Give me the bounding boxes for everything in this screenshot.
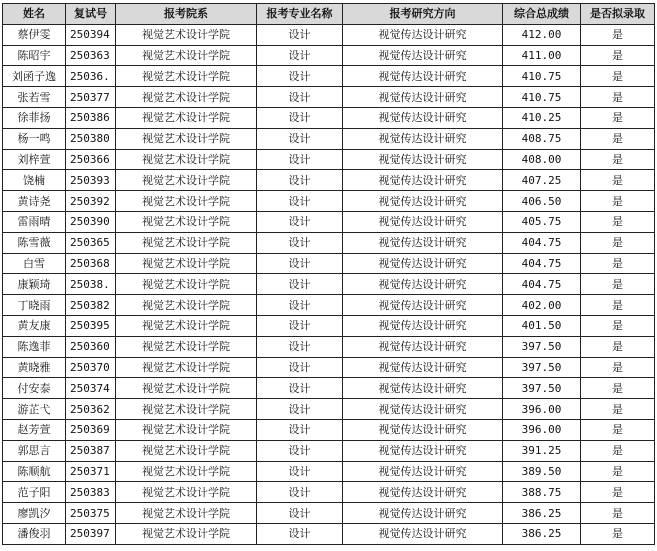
cell-department: 视觉艺术设计学院 [116,24,257,45]
cell-exam-id: 250382 [66,295,116,316]
cell-major: 设计 [257,419,343,440]
header-department: 报考院系 [116,4,257,25]
cell-name: 赵芳萱 [3,419,66,440]
cell-exam-id: 250390 [66,211,116,232]
cell-major: 设计 [257,399,343,420]
table-row [3,24,655,45]
cell-name: 丁晓雨 [3,295,66,316]
cell-exam-id: 250397 [66,523,116,544]
cell-exam-id: 250369 [66,419,116,440]
cell-department: 视觉艺术设计学院 [116,399,257,420]
cell-name: 康颖琦 [3,274,66,295]
cell-major: 设计 [257,461,343,482]
cell-total-score: 404.75 [503,274,581,295]
cell-name: 陈逸菲 [3,336,66,357]
table-row [3,253,655,274]
cell-name: 黄友康 [3,315,66,336]
cell-major: 设计 [257,107,343,128]
cell-name: 刘梓萱 [3,149,66,170]
cell-name: 徐菲扬 [3,107,66,128]
cell-major: 设计 [257,45,343,66]
cell-major: 设计 [257,170,343,191]
cell-department: 视觉艺术设计学院 [116,357,257,378]
cell-research-direction: 视觉传达设计研究 [343,482,503,503]
cell-department: 视觉艺术设计学院 [116,170,257,191]
cell-admitted: 是 [581,24,655,45]
cell-total-score: 402.00 [503,295,581,316]
cell-major: 设计 [257,191,343,212]
cell-total-score: 410.25 [503,107,581,128]
cell-name: 付安泰 [3,378,66,399]
cell-total-score: 396.00 [503,419,581,440]
table-row [3,523,655,544]
table-row [3,399,655,420]
cell-department: 视觉艺术设计学院 [116,191,257,212]
cell-admitted: 是 [581,399,655,420]
cell-major: 设计 [257,336,343,357]
cell-research-direction: 视觉传达设计研究 [343,440,503,461]
cell-total-score: 410.75 [503,87,581,108]
cell-name: 黄诗尧 [3,191,66,212]
cell-research-direction: 视觉传达设计研究 [343,336,503,357]
cell-major: 设计 [257,315,343,336]
cell-research-direction: 视觉传达设计研究 [343,191,503,212]
table-row [3,378,655,399]
cell-admitted: 是 [581,336,655,357]
cell-total-score: 404.75 [503,253,581,274]
cell-exam-id: 250380 [66,128,116,149]
cell-admitted: 是 [581,315,655,336]
cell-exam-id: 250374 [66,378,116,399]
cell-exam-id: 250392 [66,191,116,212]
cell-admitted: 是 [581,419,655,440]
cell-major: 设计 [257,523,343,544]
cell-major: 设计 [257,149,343,170]
cell-research-direction: 视觉传达设计研究 [343,128,503,149]
cell-name: 饶楠 [3,170,66,191]
cell-exam-id: 250368 [66,253,116,274]
cell-research-direction: 视觉传达设计研究 [343,24,503,45]
table-row [3,419,655,440]
cell-name: 刘函子逸 [3,66,66,87]
cell-admitted: 是 [581,87,655,108]
cell-total-score: 407.25 [503,170,581,191]
cell-department: 视觉艺术设计学院 [116,232,257,253]
cell-department: 视觉艺术设计学院 [116,378,257,399]
cell-major: 设计 [257,378,343,399]
cell-department: 视觉艺术设计学院 [116,523,257,544]
header-research-direction: 报考研究方向 [343,4,503,25]
cell-research-direction: 视觉传达设计研究 [343,315,503,336]
header-row [3,4,655,25]
cell-exam-id: 250387 [66,440,116,461]
cell-department: 视觉艺术设计学院 [116,128,257,149]
cell-research-direction: 视觉传达设计研究 [343,45,503,66]
cell-exam-id: 25038. [66,274,116,295]
cell-admitted: 是 [581,170,655,191]
cell-admitted: 是 [581,191,655,212]
cell-research-direction: 视觉传达设计研究 [343,274,503,295]
table-row [3,191,655,212]
table-row [3,357,655,378]
cell-name: 廖凯汐 [3,503,66,524]
cell-total-score: 401.50 [503,315,581,336]
cell-admitted: 是 [581,523,655,544]
table-row [3,232,655,253]
cell-admitted: 是 [581,461,655,482]
cell-admitted: 是 [581,211,655,232]
table-row [3,149,655,170]
cell-total-score: 410.75 [503,66,581,87]
cell-exam-id: 250370 [66,357,116,378]
cell-major: 设计 [257,232,343,253]
cell-total-score: 388.75 [503,482,581,503]
cell-admitted: 是 [581,128,655,149]
cell-exam-id: 250383 [66,482,116,503]
cell-admitted: 是 [581,482,655,503]
cell-admitted: 是 [581,232,655,253]
cell-admitted: 是 [581,440,655,461]
cell-exam-id: 250394 [66,24,116,45]
cell-research-direction: 视觉传达设计研究 [343,87,503,108]
cell-total-score: 397.50 [503,357,581,378]
table-row [3,45,655,66]
cell-research-direction: 视觉传达设计研究 [343,523,503,544]
cell-department: 视觉艺术设计学院 [116,503,257,524]
cell-research-direction: 视觉传达设计研究 [343,253,503,274]
cell-major: 设计 [257,253,343,274]
cell-admitted: 是 [581,274,655,295]
cell-major: 设计 [257,440,343,461]
table-row [3,107,655,128]
table-row [3,128,655,149]
cell-exam-id: 250366 [66,149,116,170]
cell-exam-id: 250371 [66,461,116,482]
cell-exam-id: 25036. [66,66,116,87]
cell-research-direction: 视觉传达设计研究 [343,232,503,253]
cell-department: 视觉艺术设计学院 [116,440,257,461]
cell-major: 设计 [257,87,343,108]
cell-research-direction: 视觉传达设计研究 [343,503,503,524]
cell-admitted: 是 [581,149,655,170]
cell-major: 设计 [257,357,343,378]
table-row [3,211,655,232]
table-row [3,461,655,482]
cell-research-direction: 视觉传达设计研究 [343,66,503,87]
cell-department: 视觉艺术设计学院 [116,66,257,87]
cell-name: 陈顺航 [3,461,66,482]
header-major: 报考专业名称 [257,4,343,25]
cell-total-score: 386.25 [503,503,581,524]
cell-research-direction: 视觉传达设计研究 [343,378,503,399]
cell-major: 设计 [257,211,343,232]
cell-name: 范子阳 [3,482,66,503]
cell-department: 视觉艺术设计学院 [116,295,257,316]
cell-department: 视觉艺术设计学院 [116,419,257,440]
cell-exam-id: 250360 [66,336,116,357]
cell-exam-id: 250365 [66,232,116,253]
cell-name: 张若雪 [3,87,66,108]
cell-major: 设计 [257,295,343,316]
cell-total-score: 386.25 [503,523,581,544]
cell-department: 视觉艺术设计学院 [116,274,257,295]
cell-department: 视觉艺术设计学院 [116,482,257,503]
cell-total-score: 411.00 [503,45,581,66]
header-name: 姓名 [3,4,66,25]
admission-table [2,3,655,545]
cell-exam-id: 250362 [66,399,116,420]
cell-exam-id: 250393 [66,170,116,191]
table-body [3,24,655,544]
cell-major: 设计 [257,274,343,295]
cell-name: 黄晓雅 [3,357,66,378]
cell-research-direction: 视觉传达设计研究 [343,149,503,170]
table-row [3,87,655,108]
cell-name: 潘俊羽 [3,523,66,544]
cell-total-score: 412.00 [503,24,581,45]
cell-total-score: 391.25 [503,440,581,461]
cell-department: 视觉艺术设计学院 [116,253,257,274]
header-exam-id: 复试号 [66,4,116,25]
cell-exam-id: 250377 [66,87,116,108]
cell-research-direction: 视觉传达设计研究 [343,357,503,378]
cell-admitted: 是 [581,378,655,399]
cell-department: 视觉艺术设计学院 [116,336,257,357]
cell-research-direction: 视觉传达设计研究 [343,461,503,482]
cell-total-score: 404.75 [503,232,581,253]
table-row [3,503,655,524]
cell-admitted: 是 [581,107,655,128]
cell-name: 游芷弋 [3,399,66,420]
cell-research-direction: 视觉传达设计研究 [343,295,503,316]
cell-name: 杨一鸣 [3,128,66,149]
cell-exam-id: 250395 [66,315,116,336]
cell-name: 陈昭宇 [3,45,66,66]
header-admitted: 是否拟录取 [581,4,655,25]
cell-total-score: 408.75 [503,128,581,149]
cell-total-score: 406.50 [503,191,581,212]
cell-admitted: 是 [581,45,655,66]
cell-department: 视觉艺术设计学院 [116,87,257,108]
table-row [3,482,655,503]
cell-department: 视觉艺术设计学院 [116,107,257,128]
cell-total-score: 405.75 [503,211,581,232]
cell-research-direction: 视觉传达设计研究 [343,107,503,128]
cell-admitted: 是 [581,66,655,87]
cell-admitted: 是 [581,503,655,524]
cell-department: 视觉艺术设计学院 [116,461,257,482]
table-row [3,274,655,295]
cell-admitted: 是 [581,295,655,316]
cell-name: 郭思言 [3,440,66,461]
cell-exam-id: 250363 [66,45,116,66]
table-row [3,440,655,461]
cell-major: 设计 [257,482,343,503]
cell-admitted: 是 [581,357,655,378]
cell-research-direction: 视觉传达设计研究 [343,419,503,440]
header-total-score: 综合总成绩 [503,4,581,25]
cell-major: 设计 [257,128,343,149]
cell-exam-id: 250386 [66,107,116,128]
cell-total-score: 389.50 [503,461,581,482]
table-row [3,170,655,191]
cell-department: 视觉艺术设计学院 [116,315,257,336]
cell-department: 视觉艺术设计学院 [116,211,257,232]
cell-name: 蔡伊雯 [3,24,66,45]
cell-major: 设计 [257,24,343,45]
cell-research-direction: 视觉传达设计研究 [343,399,503,420]
cell-total-score: 397.50 [503,378,581,399]
table-row [3,336,655,357]
cell-exam-id: 250375 [66,503,116,524]
cell-department: 视觉艺术设计学院 [116,45,257,66]
cell-total-score: 408.00 [503,149,581,170]
cell-name: 白雪 [3,253,66,274]
cell-total-score: 396.00 [503,399,581,420]
table-row [3,315,655,336]
cell-research-direction: 视觉传达设计研究 [343,170,503,191]
table-row [3,66,655,87]
cell-department: 视觉艺术设计学院 [116,149,257,170]
cell-major: 设计 [257,66,343,87]
cell-name: 陈雪薇 [3,232,66,253]
table-row [3,295,655,316]
cell-total-score: 397.50 [503,336,581,357]
cell-research-direction: 视觉传达设计研究 [343,211,503,232]
cell-admitted: 是 [581,253,655,274]
cell-major: 设计 [257,503,343,524]
cell-name: 雷雨晴 [3,211,66,232]
